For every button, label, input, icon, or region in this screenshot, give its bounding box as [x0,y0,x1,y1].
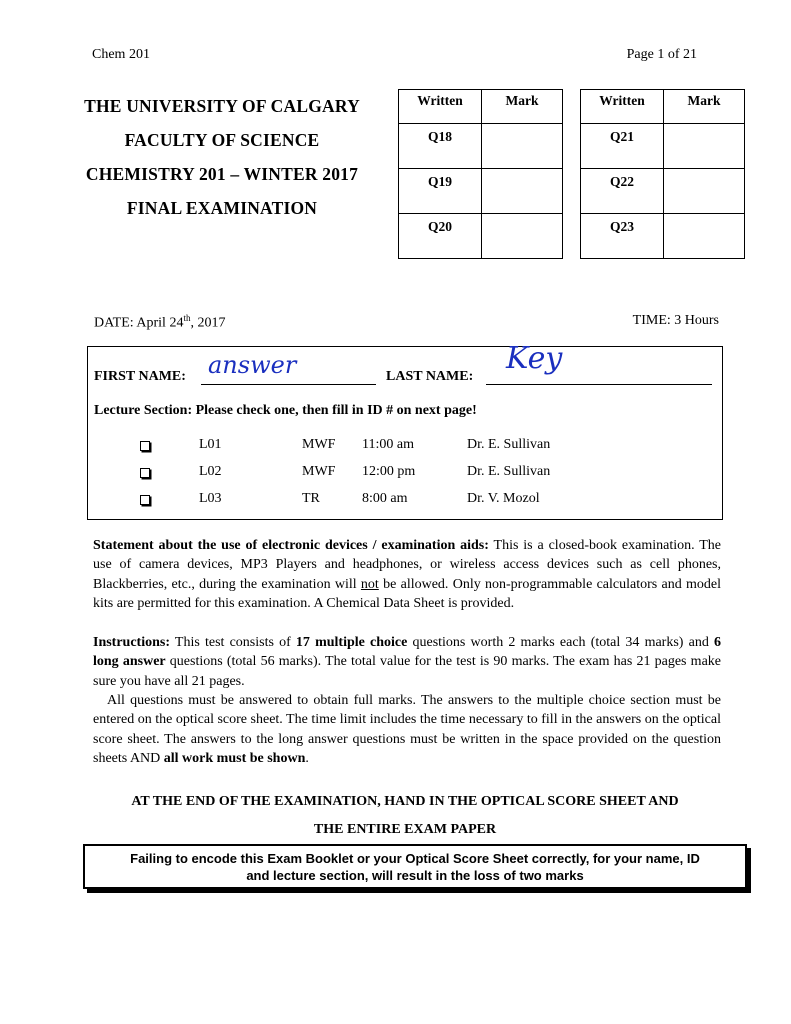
faculty-title: FACULTY OF SCIENCE [124,130,320,150]
checkbox-l01[interactable] [140,441,150,451]
first-name-field[interactable] [201,384,376,385]
exam-date: DATE: April 24th, 2017 [94,313,226,331]
written-header: Written [581,90,664,124]
last-name-label: LAST NAME: [386,369,474,384]
checkbox-l03[interactable] [140,495,150,505]
written-header: Written [399,90,482,124]
electronic-devices-statement: Statement about the use of electronic devices / examination aids: This is a closed-book examination. The use of camera devices, MP3 Players and headphones, or wireless access devices such as cell phones, Blackberries, etc., during the examination will not be allowed. Only non-programmable calculators and model kits are permitted for this examination. A Chemical Data Sheet is provided. [93,538,721,612]
question-label: Q21 [581,124,664,169]
exam-duration: TIME: 3 Hours [632,313,719,328]
last-name-field[interactable] [486,384,712,385]
mark-cell[interactable] [664,214,745,259]
question-label: Q22 [581,169,664,214]
mark-cell[interactable] [482,169,563,214]
page-number: Page 1 of 21 [626,47,697,62]
question-label: Q20 [399,214,482,259]
instructions-paragraph: Instructions: This test consists of 17 multiple choice questions worth 2 marks each (total 34 marks) and 6 long answer questions (total 56 marks). The total value for the test is 90 marks. The exam has 21 pages make sure you have all 21 pages. [93,635,721,689]
mark-cell[interactable] [664,124,745,169]
student-info-box [87,341,723,520]
section-option-l03[interactable] [140,491,740,511]
section-instructor: Dr. V. Mozol [467,491,540,506]
section-time: 12:00 pm [362,464,416,479]
end-of-exam-notice: AT THE END OF THE EXAMINATION, HAND IN THE OPTICAL SCORE SHEET AND THE ENTIRE EXAM PAPER [131,794,679,837]
marks-table-right [580,89,745,259]
question-label: Q19 [399,169,482,214]
section-instructor: Dr. E. Sullivan [467,464,551,479]
lecture-section-label: Lecture Section: Please check one, then fill in ID # on next page! [94,403,477,418]
section-days: MWF [302,464,336,479]
checkbox-l02[interactable] [140,468,150,478]
marks-table-left [398,89,563,259]
exam-title: FINAL EXAMINATION [126,198,318,218]
answer-instructions-paragraph: All questions must be answered to obtain full marks. The answers to the multiple choice section must be entered on the optical score sheet. The time limit includes the time necessary to fill in the answers on the optical score sheet. The answers to the long answer questions must be written in the space provided on the question sheets AND all work must be shown. [93,693,721,767]
section-code: L03 [199,491,222,506]
section-time: 11:00 am [362,437,414,452]
mark-header: Mark [664,90,745,124]
course-title: CHEMISTRY 201 – WINTER 2017 [85,164,359,184]
last-name-handwriting: Key [506,341,563,376]
first-name-handwriting: answer [208,351,297,379]
section-option-l01[interactable] [140,437,740,457]
question-label: Q18 [399,124,482,169]
section-option-l02[interactable] [140,464,740,484]
section-time: 8:00 am [362,491,408,506]
university-title: THE UNIVERSITY OF CALGARY [84,96,360,116]
question-label: Q23 [581,214,664,259]
first-name-label: FIRST NAME: [94,369,186,384]
mark-cell[interactable] [482,214,563,259]
section-code: L01 [199,437,222,452]
encoding-warning-box: Failing to encode this Exam Booklet or your Optical Score Sheet correctly, for your name, ID and lecture section, will result in the loss of two marks [83,844,747,889]
section-days: MWF [302,437,336,452]
section-instructor: Dr. E. Sullivan [467,437,551,452]
mark-header: Mark [482,90,563,124]
section-days: TR [302,491,320,506]
mark-cell[interactable] [482,124,563,169]
section-code: L02 [199,464,222,479]
course-code: Chem 201 [92,47,150,62]
mark-cell[interactable] [664,169,745,214]
